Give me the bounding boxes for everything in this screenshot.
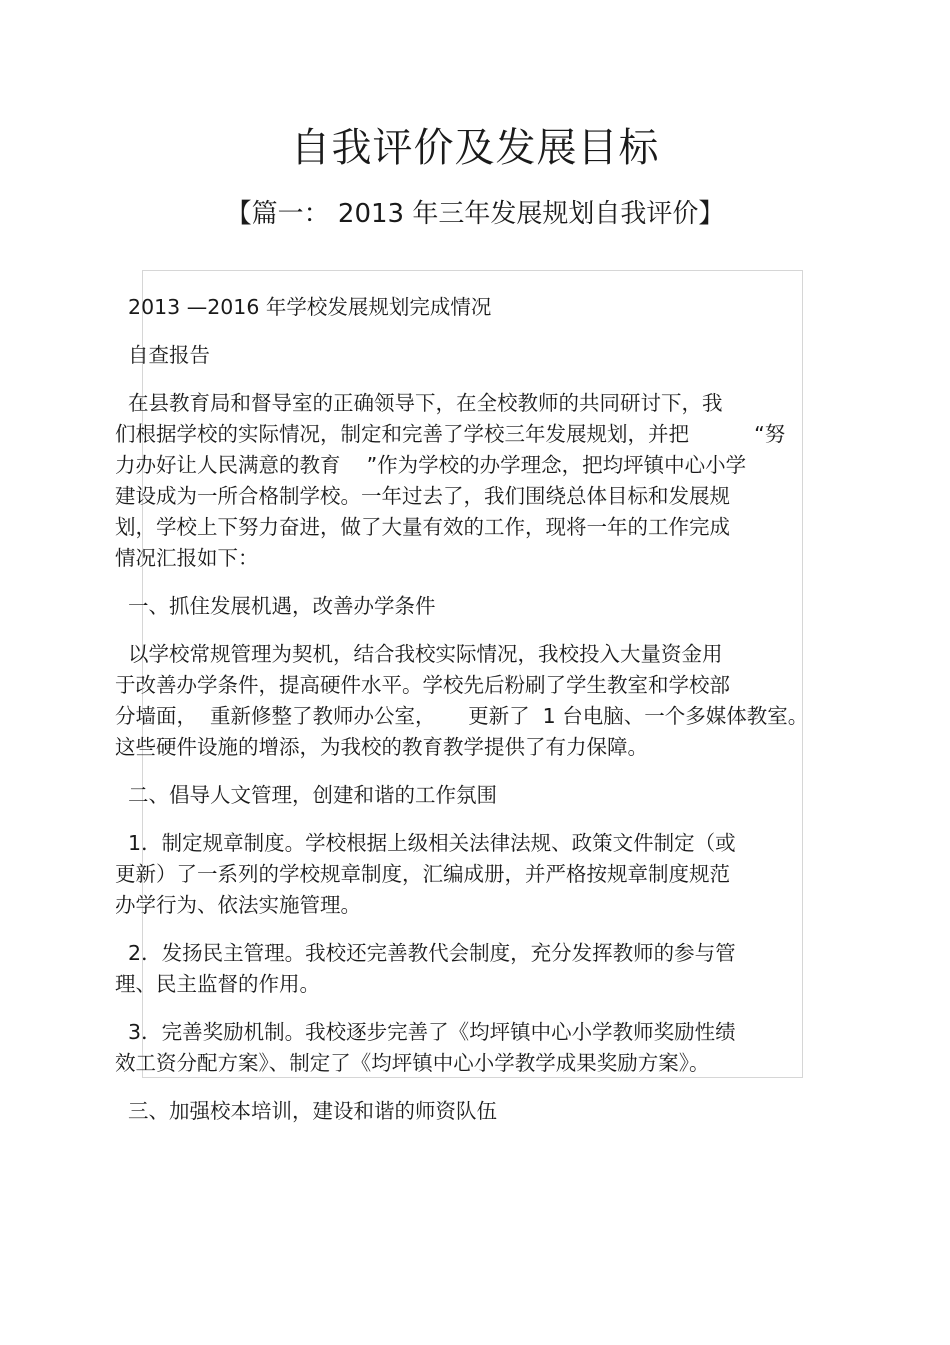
paragraph xyxy=(115,828,815,921)
paragraph xyxy=(115,780,815,811)
paragraph-line: 1．制定规章制度。学校根据上级相关法律法规、政策文件制定（或 xyxy=(115,831,736,855)
paragraph xyxy=(115,340,815,371)
paragraph-line: 这些硬件设施的增添，为我校的教育教学提供了有力保障。 xyxy=(115,735,648,759)
paragraph-line: 建设成为一所合格制学校。一年过去了，我们围绕总体目标和发展规 xyxy=(115,484,730,508)
paragraph-line: 一、抓住发展机遇，改善办学条件 xyxy=(115,594,436,618)
paragraph-line: 自查报告 xyxy=(115,343,211,367)
page-title: 自我评价及发展目标 xyxy=(290,125,660,171)
paragraph-line: 们根据学校的实际情况，制定和完善了学校三年发展规划，并把 “努 xyxy=(115,422,786,446)
paragraph-line: 二、倡导人文管理，创建和谐的工作氛围 xyxy=(115,783,498,807)
paragraph-line: 更新）了一系列的学校规章制度，汇编成册，并严格按规章制度规范 xyxy=(115,862,730,886)
paragraph-line: 效工资分配方案》、制定了《均坪镇中心小学教学成果奖励方案》。 xyxy=(115,1051,710,1075)
paragraph-line: 三、加强校本培训，建设和谐的师资队伍 xyxy=(115,1099,498,1123)
paragraph-line: 3．完善奖励机制。我校逐步完善了《均坪镇中心小学教师奖励性绩 xyxy=(115,1020,736,1044)
page-subtitle: 【篇一： 2013 年三年发展规划自我评价】 xyxy=(225,199,725,229)
paragraph-line: 分墙面， 重新修整了教师办公室， 更新了 1 台电脑、一个多媒体教室。 xyxy=(115,704,809,728)
paragraph-line: 于改善办学条件，提高硬件水平。学校先后粉刷了学生教室和学校部 xyxy=(115,673,730,697)
paragraph xyxy=(115,1096,815,1127)
paragraph xyxy=(115,292,815,323)
body-text xyxy=(115,292,815,1144)
paragraph-line: 划，学校上下努力奋进，做了大量有效的工作，现将一年的工作完成 xyxy=(115,515,730,539)
paragraph-line: 以学校常规管理为契机，结合我校实际情况，我校投入大量资金用 xyxy=(115,642,723,666)
paragraph-line: 2．发扬民主管理。我校还完善教代会制度，充分发挥教师的参与管 xyxy=(115,941,736,965)
paragraph-line: 力办好让人民满意的教育 ”作为学校的办学理念，把均坪镇中心小学 xyxy=(115,453,747,477)
paragraph-line: 在县教育局和督导室的正确领导下，在全校教师的共同研讨下，我 xyxy=(115,391,723,415)
paragraph-line: 2013 —2016 年学校发展规划完成情况 xyxy=(115,295,492,319)
paragraph-line: 情况汇报如下： xyxy=(115,546,259,570)
paragraph xyxy=(115,938,815,1000)
paragraph xyxy=(115,388,815,574)
paragraph xyxy=(115,1017,815,1079)
paragraph-line: 办学行为、依法实施管理。 xyxy=(115,893,361,917)
paragraph xyxy=(115,591,815,622)
paragraph xyxy=(115,639,815,763)
paragraph-line: 理、民主监督的作用。 xyxy=(115,972,320,996)
